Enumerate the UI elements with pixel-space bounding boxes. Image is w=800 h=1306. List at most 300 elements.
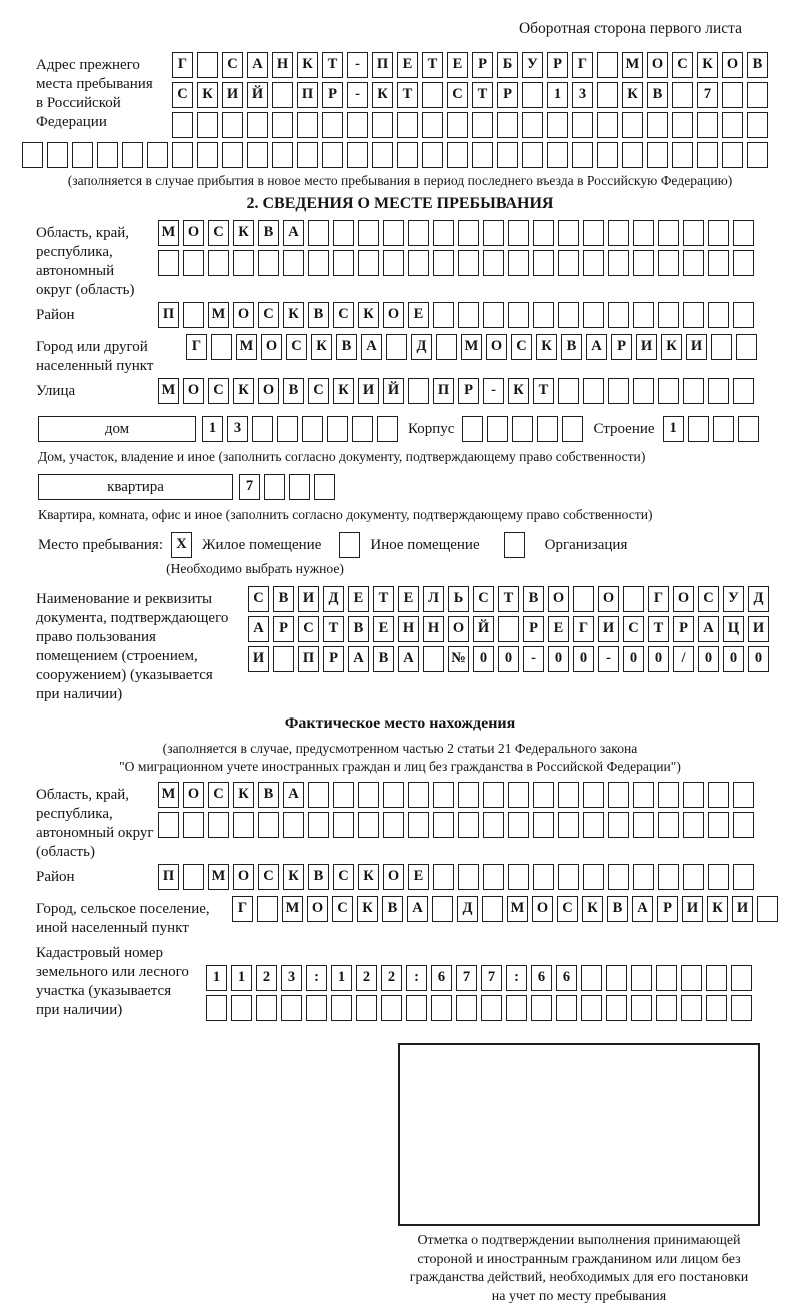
- char-cell[interactable]: В: [308, 302, 329, 328]
- char-cell[interactable]: С: [557, 896, 578, 922]
- char-cell[interactable]: В: [607, 896, 628, 922]
- char-cell[interactable]: У: [723, 586, 744, 612]
- char-cell[interactable]: [608, 812, 629, 838]
- char-cell[interactable]: С: [208, 220, 229, 246]
- char-cell[interactable]: П: [433, 378, 454, 404]
- char-cell[interactable]: А: [586, 334, 607, 360]
- char-cell[interactable]: О: [486, 334, 507, 360]
- char-cell[interactable]: С: [258, 302, 279, 328]
- char-cell[interactable]: П: [158, 864, 179, 890]
- char-cell[interactable]: 0: [573, 646, 594, 672]
- char-cell[interactable]: [458, 302, 479, 328]
- char-cell[interactable]: Г: [232, 896, 253, 922]
- char-cell[interactable]: Н: [398, 616, 419, 642]
- char-cell[interactable]: [183, 302, 204, 328]
- char-cell[interactable]: [447, 142, 468, 168]
- char-cell[interactable]: 3: [572, 82, 593, 108]
- char-cell[interactable]: [623, 586, 644, 612]
- char-cell[interactable]: [606, 995, 627, 1021]
- char-cell[interactable]: М: [622, 52, 643, 78]
- char-cell[interactable]: [647, 142, 668, 168]
- char-cell[interactable]: О: [532, 896, 553, 922]
- char-cell[interactable]: [658, 812, 679, 838]
- char-cell[interactable]: К: [311, 334, 332, 360]
- char-cell[interactable]: [436, 334, 457, 360]
- char-cell[interactable]: Т: [533, 378, 554, 404]
- char-cell[interactable]: Р: [523, 616, 544, 642]
- char-cell[interactable]: [158, 812, 179, 838]
- char-cell[interactable]: О: [722, 52, 743, 78]
- char-cell[interactable]: [327, 416, 348, 442]
- char-cell[interactable]: [483, 220, 504, 246]
- char-cell[interactable]: К: [297, 52, 318, 78]
- char-cell[interactable]: [408, 812, 429, 838]
- char-cell[interactable]: [372, 142, 393, 168]
- char-cell[interactable]: [683, 864, 704, 890]
- char-cell[interactable]: [533, 864, 554, 890]
- char-cell[interactable]: К: [508, 378, 529, 404]
- char-cell[interactable]: О: [233, 302, 254, 328]
- char-cell[interactable]: Т: [422, 52, 443, 78]
- char-cell[interactable]: С: [333, 864, 354, 890]
- char-cell[interactable]: [472, 112, 493, 138]
- char-cell[interactable]: М: [158, 782, 179, 808]
- char-cell[interactable]: Р: [611, 334, 632, 360]
- char-cell[interactable]: [537, 416, 558, 442]
- checkbox-inoe[interactable]: [339, 532, 360, 558]
- char-cell[interactable]: Р: [458, 378, 479, 404]
- char-cell[interactable]: [738, 416, 759, 442]
- char-cell[interactable]: [147, 142, 168, 168]
- char-cell[interactable]: У: [522, 52, 543, 78]
- char-cell[interactable]: 1: [547, 82, 568, 108]
- char-cell[interactable]: [458, 250, 479, 276]
- char-cell[interactable]: Г: [172, 52, 193, 78]
- char-cell[interactable]: [683, 378, 704, 404]
- char-cell[interactable]: [197, 112, 218, 138]
- char-cell[interactable]: [558, 302, 579, 328]
- char-cell[interactable]: 0: [723, 646, 744, 672]
- char-cell[interactable]: [272, 142, 293, 168]
- char-cell[interactable]: Г: [186, 334, 207, 360]
- char-cell[interactable]: [562, 416, 583, 442]
- char-cell[interactable]: [22, 142, 43, 168]
- char-cell[interactable]: 2: [381, 965, 402, 991]
- char-cell[interactable]: [333, 812, 354, 838]
- char-cell[interactable]: [314, 474, 335, 500]
- char-cell[interactable]: Е: [348, 586, 369, 612]
- char-cell[interactable]: [331, 995, 352, 1021]
- char-cell[interactable]: О: [383, 302, 404, 328]
- char-cell[interactable]: К: [707, 896, 728, 922]
- char-cell[interactable]: [408, 782, 429, 808]
- char-cell[interactable]: К: [622, 82, 643, 108]
- char-cell[interactable]: [208, 250, 229, 276]
- char-cell[interactable]: [708, 250, 729, 276]
- char-cell[interactable]: [747, 112, 768, 138]
- char-cell[interactable]: Т: [373, 586, 394, 612]
- char-cell[interactable]: [433, 302, 454, 328]
- char-cell[interactable]: [722, 82, 743, 108]
- char-cell[interactable]: [283, 812, 304, 838]
- char-cell[interactable]: К: [357, 896, 378, 922]
- char-cell[interactable]: С: [308, 378, 329, 404]
- char-cell[interactable]: [683, 812, 704, 838]
- char-cell[interactable]: [581, 995, 602, 1021]
- char-cell[interactable]: [633, 378, 654, 404]
- char-cell[interactable]: 7: [697, 82, 718, 108]
- char-cell[interactable]: [522, 112, 543, 138]
- char-cell[interactable]: [206, 995, 227, 1021]
- char-cell[interactable]: [583, 220, 604, 246]
- char-cell[interactable]: И: [248, 646, 269, 672]
- char-cell[interactable]: И: [598, 616, 619, 642]
- char-cell[interactable]: [708, 782, 729, 808]
- char-cell[interactable]: [733, 864, 754, 890]
- char-cell[interactable]: 7: [481, 965, 502, 991]
- char-cell[interactable]: [547, 142, 568, 168]
- char-cell[interactable]: К: [233, 378, 254, 404]
- char-cell[interactable]: М: [158, 378, 179, 404]
- char-cell[interactable]: [358, 220, 379, 246]
- char-cell[interactable]: П: [372, 52, 393, 78]
- char-cell[interactable]: А: [632, 896, 653, 922]
- char-cell[interactable]: [273, 646, 294, 672]
- char-cell[interactable]: А: [283, 220, 304, 246]
- char-cell[interactable]: [458, 220, 479, 246]
- char-cell[interactable]: 0: [473, 646, 494, 672]
- char-cell[interactable]: [397, 112, 418, 138]
- char-cell[interactable]: И: [732, 896, 753, 922]
- char-cell[interactable]: [289, 474, 310, 500]
- char-cell[interactable]: [322, 142, 343, 168]
- char-cell[interactable]: [747, 82, 768, 108]
- char-cell[interactable]: [608, 378, 629, 404]
- char-cell[interactable]: [683, 220, 704, 246]
- char-cell[interactable]: -: [483, 378, 504, 404]
- char-cell[interactable]: [183, 250, 204, 276]
- char-cell[interactable]: 0: [498, 646, 519, 672]
- char-cell[interactable]: [406, 995, 427, 1021]
- char-cell[interactable]: [581, 965, 602, 991]
- char-cell[interactable]: [472, 142, 493, 168]
- char-cell[interactable]: В: [308, 864, 329, 890]
- char-cell[interactable]: [558, 782, 579, 808]
- char-cell[interactable]: [508, 782, 529, 808]
- char-cell[interactable]: [697, 142, 718, 168]
- char-cell[interactable]: [306, 995, 327, 1021]
- char-cell[interactable]: [708, 812, 729, 838]
- char-cell[interactable]: О: [261, 334, 282, 360]
- char-cell[interactable]: [512, 416, 533, 442]
- char-cell[interactable]: [483, 782, 504, 808]
- char-cell[interactable]: К: [536, 334, 557, 360]
- char-cell[interactable]: В: [283, 378, 304, 404]
- char-cell[interactable]: [672, 112, 693, 138]
- char-cell[interactable]: [583, 864, 604, 890]
- char-cell[interactable]: 6: [431, 965, 452, 991]
- char-cell[interactable]: [257, 896, 278, 922]
- char-cell[interactable]: [658, 220, 679, 246]
- char-cell[interactable]: Е: [373, 616, 394, 642]
- char-cell[interactable]: С: [172, 82, 193, 108]
- char-cell[interactable]: [708, 864, 729, 890]
- char-cell[interactable]: [583, 378, 604, 404]
- char-cell[interactable]: [522, 142, 543, 168]
- char-cell[interactable]: [658, 250, 679, 276]
- char-cell[interactable]: :: [506, 965, 527, 991]
- char-cell[interactable]: [658, 782, 679, 808]
- char-cell[interactable]: [522, 82, 543, 108]
- char-cell[interactable]: [433, 782, 454, 808]
- char-cell[interactable]: [608, 782, 629, 808]
- char-cell[interactable]: [256, 995, 277, 1021]
- char-cell[interactable]: О: [183, 782, 204, 808]
- char-cell[interactable]: [608, 302, 629, 328]
- char-cell[interactable]: [487, 416, 508, 442]
- char-cell[interactable]: И: [636, 334, 657, 360]
- char-cell[interactable]: [277, 416, 298, 442]
- char-cell[interactable]: И: [358, 378, 379, 404]
- char-cell[interactable]: [733, 250, 754, 276]
- char-cell[interactable]: 0: [623, 646, 644, 672]
- char-cell[interactable]: И: [686, 334, 707, 360]
- char-cell[interactable]: И: [748, 616, 769, 642]
- char-cell[interactable]: [308, 812, 329, 838]
- char-cell[interactable]: Р: [657, 896, 678, 922]
- char-cell[interactable]: Й: [473, 616, 494, 642]
- char-cell[interactable]: [272, 112, 293, 138]
- char-cell[interactable]: 2: [356, 965, 377, 991]
- char-cell[interactable]: [97, 142, 118, 168]
- char-cell[interactable]: -: [598, 646, 619, 672]
- char-cell[interactable]: Т: [397, 82, 418, 108]
- char-cell[interactable]: [281, 995, 302, 1021]
- char-cell[interactable]: В: [336, 334, 357, 360]
- char-cell[interactable]: [672, 82, 693, 108]
- char-cell[interactable]: [433, 250, 454, 276]
- char-cell[interactable]: 1: [331, 965, 352, 991]
- char-cell[interactable]: С: [208, 378, 229, 404]
- char-cell[interactable]: [533, 220, 554, 246]
- char-cell[interactable]: Г: [648, 586, 669, 612]
- char-cell[interactable]: И: [298, 586, 319, 612]
- char-cell[interactable]: [608, 864, 629, 890]
- char-cell[interactable]: [656, 965, 677, 991]
- char-cell[interactable]: [597, 82, 618, 108]
- char-cell[interactable]: В: [348, 616, 369, 642]
- char-cell[interactable]: Л: [423, 586, 444, 612]
- char-cell[interactable]: [558, 220, 579, 246]
- char-cell[interactable]: К: [358, 864, 379, 890]
- char-cell[interactable]: [197, 142, 218, 168]
- char-cell[interactable]: -: [523, 646, 544, 672]
- char-cell[interactable]: М: [208, 864, 229, 890]
- char-cell[interactable]: А: [698, 616, 719, 642]
- char-cell[interactable]: [283, 250, 304, 276]
- char-cell[interactable]: [423, 646, 444, 672]
- char-cell[interactable]: [733, 812, 754, 838]
- char-cell[interactable]: А: [348, 646, 369, 672]
- char-cell[interactable]: [383, 812, 404, 838]
- char-cell[interactable]: П: [158, 302, 179, 328]
- char-cell[interactable]: [458, 782, 479, 808]
- char-cell[interactable]: [356, 995, 377, 1021]
- char-cell[interactable]: [688, 416, 709, 442]
- char-cell[interactable]: [497, 112, 518, 138]
- char-cell[interactable]: К: [333, 378, 354, 404]
- char-cell[interactable]: 0: [748, 646, 769, 672]
- char-cell[interactable]: С: [672, 52, 693, 78]
- char-cell[interactable]: М: [158, 220, 179, 246]
- char-cell[interactable]: Р: [497, 82, 518, 108]
- char-cell[interactable]: [358, 782, 379, 808]
- char-cell[interactable]: 0: [548, 646, 569, 672]
- char-cell[interactable]: [308, 220, 329, 246]
- char-cell[interactable]: С: [473, 586, 494, 612]
- char-cell[interactable]: -: [347, 52, 368, 78]
- char-cell[interactable]: [731, 965, 752, 991]
- char-cell[interactable]: [377, 416, 398, 442]
- char-cell[interactable]: [47, 142, 68, 168]
- char-cell[interactable]: [713, 416, 734, 442]
- char-cell[interactable]: [72, 142, 93, 168]
- char-cell[interactable]: 6: [556, 965, 577, 991]
- char-cell[interactable]: [633, 302, 654, 328]
- char-cell[interactable]: М: [461, 334, 482, 360]
- char-cell[interactable]: [633, 782, 654, 808]
- char-cell[interactable]: О: [598, 586, 619, 612]
- char-cell[interactable]: [681, 965, 702, 991]
- char-cell[interactable]: [347, 142, 368, 168]
- char-cell[interactable]: [422, 142, 443, 168]
- char-cell[interactable]: 1: [663, 416, 684, 442]
- char-cell[interactable]: [297, 112, 318, 138]
- char-cell[interactable]: [733, 378, 754, 404]
- char-cell[interactable]: [622, 112, 643, 138]
- char-cell[interactable]: [247, 142, 268, 168]
- char-cell[interactable]: В: [382, 896, 403, 922]
- char-cell[interactable]: В: [258, 220, 279, 246]
- char-cell[interactable]: [462, 416, 483, 442]
- char-cell[interactable]: [533, 812, 554, 838]
- char-cell[interactable]: [631, 965, 652, 991]
- char-cell[interactable]: [731, 995, 752, 1021]
- char-cell[interactable]: [583, 250, 604, 276]
- char-cell[interactable]: 7: [239, 474, 260, 500]
- char-cell[interactable]: [458, 812, 479, 838]
- char-cell[interactable]: 6: [531, 965, 552, 991]
- char-cell[interactable]: [736, 334, 757, 360]
- char-cell[interactable]: [697, 112, 718, 138]
- char-cell[interactable]: [483, 250, 504, 276]
- char-cell[interactable]: [547, 112, 568, 138]
- char-cell[interactable]: [633, 812, 654, 838]
- char-cell[interactable]: Р: [322, 82, 343, 108]
- char-cell[interactable]: Д: [457, 896, 478, 922]
- char-cell[interactable]: [252, 416, 273, 442]
- char-cell[interactable]: [508, 302, 529, 328]
- char-cell[interactable]: [422, 82, 443, 108]
- char-cell[interactable]: [633, 220, 654, 246]
- char-cell[interactable]: Т: [498, 586, 519, 612]
- char-cell[interactable]: Е: [548, 616, 569, 642]
- char-cell[interactable]: К: [283, 302, 304, 328]
- char-cell[interactable]: [483, 812, 504, 838]
- char-cell[interactable]: О: [183, 220, 204, 246]
- char-cell[interactable]: [483, 302, 504, 328]
- char-cell[interactable]: 2: [256, 965, 277, 991]
- char-cell[interactable]: [722, 112, 743, 138]
- char-cell[interactable]: [333, 782, 354, 808]
- char-cell[interactable]: [733, 302, 754, 328]
- char-cell[interactable]: [757, 896, 778, 922]
- char-cell[interactable]: О: [673, 586, 694, 612]
- char-cell[interactable]: А: [247, 52, 268, 78]
- char-cell[interactable]: [333, 220, 354, 246]
- char-cell[interactable]: [556, 995, 577, 1021]
- char-cell[interactable]: О: [647, 52, 668, 78]
- char-cell[interactable]: Е: [408, 302, 429, 328]
- char-cell[interactable]: [458, 864, 479, 890]
- char-cell[interactable]: А: [283, 782, 304, 808]
- char-cell[interactable]: [722, 142, 743, 168]
- char-cell[interactable]: [408, 378, 429, 404]
- char-cell[interactable]: С: [332, 896, 353, 922]
- char-cell[interactable]: [706, 965, 727, 991]
- char-cell[interactable]: М: [507, 896, 528, 922]
- char-cell[interactable]: [583, 812, 604, 838]
- char-cell[interactable]: 3: [227, 416, 248, 442]
- char-cell[interactable]: О: [448, 616, 469, 642]
- char-cell[interactable]: Ц: [723, 616, 744, 642]
- char-cell[interactable]: [573, 586, 594, 612]
- char-cell[interactable]: С: [623, 616, 644, 642]
- char-cell[interactable]: [583, 302, 604, 328]
- char-cell[interactable]: [122, 142, 143, 168]
- char-cell[interactable]: :: [406, 965, 427, 991]
- char-cell[interactable]: А: [248, 616, 269, 642]
- char-cell[interactable]: [558, 250, 579, 276]
- char-cell[interactable]: [508, 812, 529, 838]
- char-cell[interactable]: [583, 782, 604, 808]
- char-cell[interactable]: Е: [397, 52, 418, 78]
- char-cell[interactable]: [633, 864, 654, 890]
- char-cell[interactable]: [197, 52, 218, 78]
- char-cell[interactable]: [433, 864, 454, 890]
- char-cell[interactable]: [558, 378, 579, 404]
- char-cell[interactable]: [211, 334, 232, 360]
- char-cell[interactable]: С: [208, 782, 229, 808]
- char-cell[interactable]: [183, 864, 204, 890]
- char-cell[interactable]: [683, 782, 704, 808]
- char-cell[interactable]: Й: [247, 82, 268, 108]
- char-cell[interactable]: О: [383, 864, 404, 890]
- char-cell[interactable]: [508, 220, 529, 246]
- char-cell[interactable]: [482, 896, 503, 922]
- char-cell[interactable]: [631, 995, 652, 1021]
- char-cell[interactable]: [608, 250, 629, 276]
- char-cell[interactable]: К: [697, 52, 718, 78]
- char-cell[interactable]: П: [297, 82, 318, 108]
- char-cell[interactable]: Д: [411, 334, 432, 360]
- char-cell[interactable]: [498, 616, 519, 642]
- char-cell[interactable]: [658, 378, 679, 404]
- char-cell[interactable]: Е: [447, 52, 468, 78]
- char-cell[interactable]: [533, 250, 554, 276]
- char-cell[interactable]: 1: [231, 965, 252, 991]
- char-cell[interactable]: Е: [398, 586, 419, 612]
